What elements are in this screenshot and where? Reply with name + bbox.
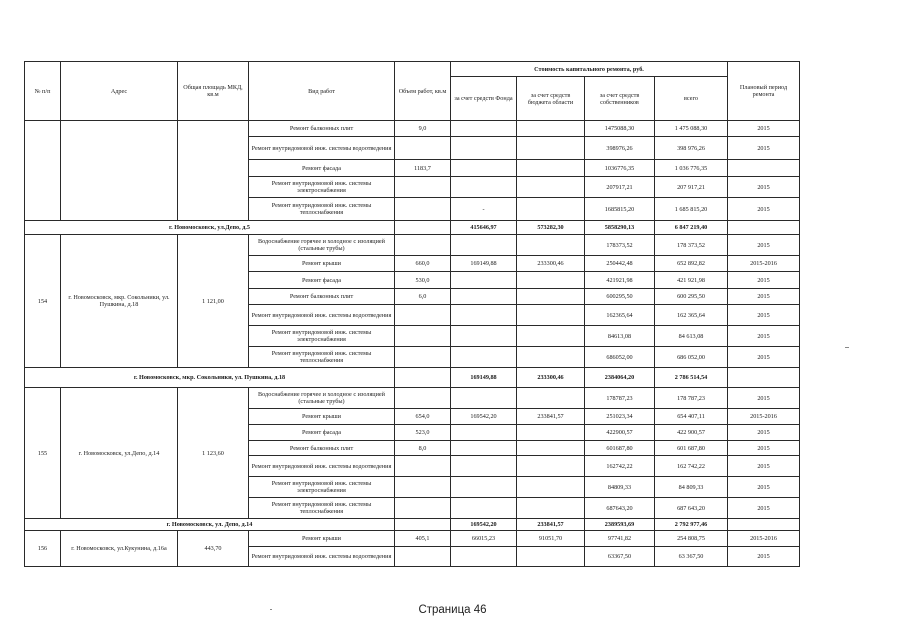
cell-address: г. Новомосковск, ул.Депо, д.14 [61,388,178,519]
cell-volume [395,305,451,326]
cell-fund [451,347,517,368]
cell-period: 2015 [728,305,800,326]
cell-address [61,121,178,221]
cell-fund [451,547,517,567]
col-header-work-type: Вид работ [249,62,395,121]
cell-budget [517,498,585,519]
cell-owners: 162742,22 [585,456,655,477]
cell-owners: 63367,50 [585,547,655,567]
cell-period: 2015 [728,347,800,368]
cell-budget [517,456,585,477]
cell-period: 2015 [728,425,800,441]
page-number: Страница 46 [418,604,487,616]
cell-total: 652 892,82 [655,256,728,272]
cell-volume [395,347,451,368]
cell-period: 2015 [728,235,800,256]
cell-fund [451,272,517,289]
cell-fund [451,456,517,477]
col-header-owners: за счет средств собственников [585,77,655,121]
cell-volume [395,388,451,409]
cell-owners: 1685815,20 [585,198,655,221]
subtotal-period [728,368,800,388]
table-row [25,531,800,547]
cell-budget [517,198,585,221]
table-row [25,121,800,137]
cell-work: Ремонт фасада [249,160,395,177]
cell-owners: 1475088,30 [585,121,655,137]
cell-budget [517,477,585,498]
cell-work: Ремонт внутридомовой инж. системы теплоснабжения [249,498,395,519]
cell-budget [517,121,585,137]
cell-owners: 162365,64 [585,305,655,326]
cell-period: 2015 [728,198,800,221]
col-header-volume: Объем работ, кв.м [395,62,451,121]
cell-total: 1 036 776,35 [655,160,728,177]
cell-total: 162 742,22 [655,456,728,477]
cell-period: 2015 [728,272,800,289]
subtotal-fund: 169542,20 [451,519,517,531]
cell-total: 686 052,00 [655,347,728,368]
subtotal-total: 2 786 514,54 [655,368,728,388]
cell-fund [451,477,517,498]
cell-owners: 687643,20 [585,498,655,519]
cell-volume [395,198,451,221]
cell-total: 654 407,11 [655,409,728,425]
cell-total: 600 295,50 [655,289,728,305]
cell-budget [517,441,585,456]
cell-budget: 233841,57 [517,409,585,425]
cell-period: 2015 [728,477,800,498]
subtotal-label: г. Новомосковск, ул.Депо, д.5 [25,221,395,235]
cell-volume [395,519,451,531]
cell-owners: 250442,48 [585,256,655,272]
cell-volume [395,221,451,235]
cell-volume: 654,0 [395,409,451,425]
cell-work: Ремонт крыши [249,531,395,547]
cell-num: 154 [25,235,61,368]
cell-num: 155 [25,388,61,519]
cell-fund [451,289,517,305]
cell-period: 2015 [728,547,800,567]
cell-period: 2015-2016 [728,531,800,547]
cell-work: Ремонт балконных плит [249,121,395,137]
col-header-period: Плановый период ремонта [728,62,800,121]
cell-fund [451,160,517,177]
cell-budget: 91051,70 [517,531,585,547]
cell-period: 2015 [728,121,800,137]
cell-total: 178 373,52 [655,235,728,256]
cell-total: 687 643,20 [655,498,728,519]
cell-budget: 233300,46 [517,256,585,272]
cell-fund [451,388,517,409]
cell-area: 443,70 [178,531,249,567]
cell-budget [517,326,585,347]
subtotal-period [728,221,800,235]
cell-budget [517,137,585,160]
cell-area: 1 123,60 [178,388,249,519]
cell-owners: 207917,21 [585,177,655,198]
cell-address: г. Новомосковск, ул.Кукунина, д.16а [61,531,178,567]
cell-period: 2015 [728,441,800,456]
cell-owners: 84809,33 [585,477,655,498]
cell-fund [451,121,517,137]
cell-total: 84 809,33 [655,477,728,498]
subtotal-row [25,221,800,235]
cell-total: 1 475 088,30 [655,121,728,137]
cell-work: Ремонт внутридомовой инж. системы электроснабжения [249,177,395,198]
cell-fund [451,235,517,256]
cell-fund [451,498,517,519]
cell-area: 1 121,00 [178,235,249,368]
cell-fund: 66015,23 [451,531,517,547]
cell-owners: 178373,52 [585,235,655,256]
cell-period: 2015 [728,177,800,198]
cell-budget [517,177,585,198]
cell-volume [395,477,451,498]
cell-volume: 660,0 [395,256,451,272]
cell-total: 84 613,08 [655,326,728,347]
cell-volume: 6,0 [395,289,451,305]
cell-work: Ремонт внутридомовой инж. системы водоотведения [249,456,395,477]
cell-num [25,121,61,221]
cell-volume [395,177,451,198]
cell-volume: 9,0 [395,121,451,137]
cell-budget [517,388,585,409]
cell-volume [395,235,451,256]
cell-work: Ремонт балконных плит [249,289,395,305]
subtotal-owners: 2384064,20 [585,368,655,388]
cell-work: Ремонт внутридомовой инж. системы водоотведения [249,547,395,567]
subtotal-row [25,368,800,388]
cell-total: 398 976,26 [655,137,728,160]
header-row-1 [25,62,800,77]
cell-work: Водоснабжение горячее и холодное с изоляцией (стальные трубы) [249,388,395,409]
cell-area [178,121,249,221]
subtotal-owners: 2389593,69 [585,519,655,531]
subtotal-budget: 233300,46 [517,368,585,388]
col-header-budget: за счет средств бюджета области [517,77,585,121]
cell-volume: 1183,7 [395,160,451,177]
cell-work: Ремонт внутридомовой инж. системы электроснабжения [249,477,395,498]
cell-period: 2015 [728,498,800,519]
cell-work: Ремонт внутридомовой инж. системы теплоснабжения [249,198,395,221]
cell-volume: 8,0 [395,441,451,456]
cell-owners: 251023,34 [585,409,655,425]
cell-period: 2015 [728,289,800,305]
cell-fund [451,441,517,456]
cell-volume: 405,1 [395,531,451,547]
cell-owners: 686052,00 [585,347,655,368]
col-header-fund: за счет средств Фонда [451,77,517,121]
cell-total: 254 808,75 [655,531,728,547]
cell-work: Водоснабжение горячее и холодное с изоляцией (стальные трубы) [249,235,395,256]
cell-period: 2015 [728,326,800,347]
cell-fund [451,305,517,326]
subtotal-budget: 573282,30 [517,221,585,235]
scan-speck [270,609,272,610]
cell-fund: 169542,20 [451,409,517,425]
cell-fund [451,425,517,441]
cell-fund [451,177,517,198]
cell-total: 422 900,57 [655,425,728,441]
cell-total: 421 921,98 [655,272,728,289]
cell-work: Ремонт фасада [249,272,395,289]
cell-volume [395,326,451,347]
col-header-num: № п/п [25,62,61,121]
cell-total: 162 365,64 [655,305,728,326]
subtotal-total: 6 847 219,40 [655,221,728,235]
cell-fund: 169149,88 [451,256,517,272]
cell-period [728,160,800,177]
cell-work: Ремонт внутридомовой инж. системы теплоснабжения [249,347,395,368]
cell-volume [395,498,451,519]
cell-budget [517,272,585,289]
cell-budget [517,235,585,256]
table-row [25,235,800,256]
cell-fund: - [451,198,517,221]
cell-work: Ремонт внутридомовой инж. системы водоотведения [249,137,395,160]
cell-owners: 84613,08 [585,326,655,347]
subtotal-budget: 233841,57 [517,519,585,531]
cell-owners: 600295,50 [585,289,655,305]
cell-work: Ремонт балконных плит [249,441,395,456]
cell-budget [517,547,585,567]
cell-owners: 422900,57 [585,425,655,441]
cell-work: Ремонт внутридомовой инж. системы электроснабжения [249,326,395,347]
cell-fund [451,137,517,160]
cell-volume [395,547,451,567]
cell-volume: 530,0 [395,272,451,289]
cell-period: 2015-2016 [728,409,800,425]
cell-total: 1 685 815,20 [655,198,728,221]
col-header-cost-group: Стоимость капитального ремонта, руб. [451,62,728,77]
subtotal-row [25,519,800,531]
subtotal-total: 2 792 977,46 [655,519,728,531]
col-header-address: Адрес [61,62,178,121]
cell-volume [395,137,451,160]
cell-period: 2015-2016 [728,256,800,272]
cell-period: 2015 [728,456,800,477]
cell-owners: 1036776,35 [585,160,655,177]
cell-owners: 601687,80 [585,441,655,456]
cell-budget [517,289,585,305]
cell-total: 63 367,50 [655,547,728,567]
subtotal-label: г. Новомосковск, мкр. Сокольники, ул. Пушкина, д.18 [25,368,395,388]
cell-total: 207 917,21 [655,177,728,198]
subtotal-label: г. Новомосковск, ул. Депо, д.14 [25,519,395,531]
repair-cost-table [24,61,800,567]
cell-period: 2015 [728,137,800,160]
table-row [25,388,800,409]
cell-total: 601 687,80 [655,441,728,456]
cell-work: Ремонт крыши [249,409,395,425]
cell-volume [395,368,451,388]
cell-work: Ремонт фасада [249,425,395,441]
cell-period: 2015 [728,388,800,409]
cell-work: Ремонт крыши [249,256,395,272]
cell-owners: 97741,82 [585,531,655,547]
col-header-total: всего [655,77,728,121]
cell-total: 178 787,23 [655,388,728,409]
cell-owners: 398976,26 [585,137,655,160]
cell-budget [517,160,585,177]
subtotal-fund: 169149,88 [451,368,517,388]
cell-owners: 178787,23 [585,388,655,409]
col-header-area: Общая площадь МКД, кв.м [178,62,249,121]
cell-work: Ремонт внутридомовой инж. системы водоотведения [249,305,395,326]
cell-budget [517,425,585,441]
subtotal-fund: 415646,97 [451,221,517,235]
cell-owners: 421921,98 [585,272,655,289]
cell-address: г. Новомосковск, мкр. Сокольники, ул. Пушкина, д.18 [61,235,178,368]
subtotal-period [728,519,800,531]
subtotal-owners: 5858290,13 [585,221,655,235]
cell-volume [395,456,451,477]
cell-budget [517,347,585,368]
cell-budget [517,305,585,326]
scan-speck [845,347,849,348]
cell-num: 156 [25,531,61,567]
cell-fund [451,326,517,347]
cell-volume: 523,0 [395,425,451,441]
